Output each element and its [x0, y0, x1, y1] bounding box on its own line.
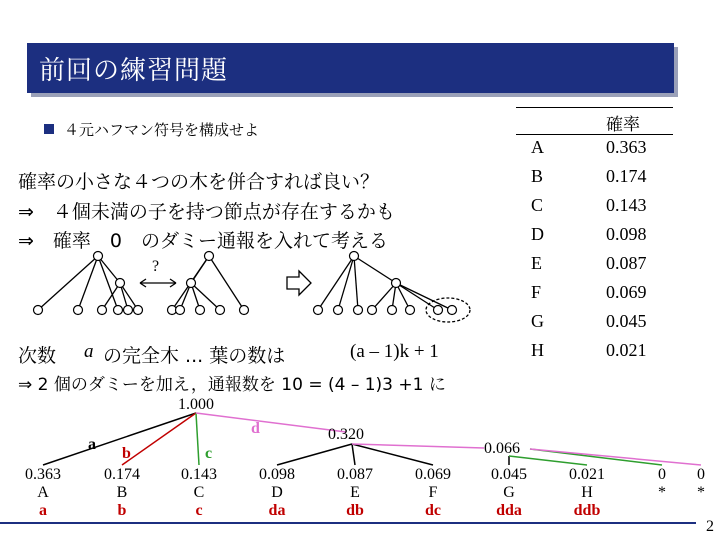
complete-tree-a: a: [84, 341, 94, 362]
leaf-symbol: A: [37, 484, 49, 501]
mini-tree-node: [216, 306, 225, 315]
page-number: 2: [706, 518, 714, 535]
edge-label-b: b: [122, 445, 131, 462]
mini-tree-node: [392, 279, 401, 288]
mini-tree-node: [187, 279, 196, 288]
mini-tree-edge: [98, 256, 120, 283]
leaf-probability: 0.363: [25, 466, 61, 483]
table-probability: 0.087: [606, 253, 647, 273]
leaf-symbol: C: [193, 484, 205, 501]
table-probability: 0.098: [606, 224, 647, 244]
slide-title: 前回の練習問題: [39, 56, 229, 86]
complete-tree-formula: (a – 1)k + 1: [350, 341, 439, 362]
leaf-probability: 0.143: [181, 466, 217, 483]
edge-n2-b: [509, 456, 587, 465]
mini-tree-edge: [318, 256, 354, 310]
leaf-probability: 0.021: [569, 466, 605, 483]
leaf-symbol: *: [658, 484, 666, 501]
edge-label-d: d: [251, 420, 260, 437]
table-symbol: H: [531, 340, 544, 360]
edge-n2-d: [530, 449, 701, 465]
leaf-code: ddb: [573, 502, 601, 519]
table-symbol: D: [531, 224, 544, 244]
mini-tree-edge: [78, 256, 98, 310]
edge-n1: [277, 444, 352, 465]
bullet-text: ４元ハフマン符号を構成せよ: [64, 121, 260, 139]
mini-tree-node: [350, 252, 359, 261]
leaf-code: a: [39, 502, 47, 519]
mini-tree-node: [114, 306, 123, 315]
mini-tree-edge: [209, 256, 244, 310]
table-symbol: C: [531, 195, 544, 215]
mini-tree-edge: [396, 283, 452, 310]
table-symbol: A: [531, 137, 544, 157]
leaf-symbol: B: [116, 484, 128, 501]
mini-tree-node: [205, 252, 214, 261]
mini-tree-node: [116, 279, 125, 288]
leaf-symbol: H: [581, 484, 593, 501]
leaf-probability: 0: [658, 466, 666, 483]
mini-tree-edge: [354, 256, 396, 283]
mini-tree-edge: [338, 256, 354, 310]
mini-tree-node: [406, 306, 415, 315]
table-symbol: F: [531, 282, 542, 302]
text-line-2: ⇒ ４個未満の子を持つ節点が存在するかも: [18, 201, 395, 223]
mini-tree-node: [368, 306, 377, 315]
mini-tree-edge: [354, 256, 358, 310]
table-symbol: B: [531, 166, 544, 186]
leaf-code: db: [346, 502, 364, 519]
footer-line: [0, 522, 696, 524]
complete-tree-mid: の完全木 ... 葉の数は: [103, 345, 286, 367]
table-probability: 0.363: [606, 137, 647, 157]
mini-tree-node: [334, 306, 343, 315]
leaf-probability: 0.045: [491, 466, 527, 483]
leaf-probability: 0: [697, 466, 705, 483]
leaf-symbol: *: [697, 484, 705, 501]
complete-tree-pre: 次数: [18, 345, 57, 367]
edge-label-a: a: [88, 436, 96, 453]
node-prob-2: 0.066: [484, 440, 520, 457]
leaf-symbol: G: [503, 484, 515, 501]
leaf-code: c: [195, 502, 203, 519]
table-probability: 0.069: [606, 282, 647, 302]
table-probability: 0.045: [606, 311, 647, 331]
mini-tree-node: [134, 306, 143, 315]
mini-tree-node: [388, 306, 397, 315]
edge-c: [196, 413, 199, 465]
edge-n1: [352, 444, 355, 465]
edge-d: [196, 413, 346, 432]
mini-tree-node: [314, 306, 323, 315]
mini-tree-node: [176, 306, 185, 315]
mini-tree-node: [434, 306, 443, 315]
leaf-code: dc: [425, 502, 441, 519]
right-arrow-icon: [287, 271, 311, 295]
leaf-code: da: [268, 502, 286, 519]
double-arrow-icon: [140, 279, 176, 287]
mini-tree-node: [74, 306, 83, 315]
mini-tree-node: [34, 306, 43, 315]
mini-tree-node: [354, 306, 363, 315]
text-line-3: ⇒ 確率 0 のダミー通報を入れて考える: [18, 230, 389, 252]
mini-tree-node: [196, 306, 205, 315]
leaf-probability: 0.069: [415, 466, 451, 483]
mini-tree-node: [124, 306, 133, 315]
question-mark: ?: [152, 258, 160, 275]
leaf-symbol: E: [350, 484, 360, 501]
mini-tree-node: [448, 306, 457, 315]
mini-tree-node: [94, 252, 103, 261]
leaf-probability: 0.098: [259, 466, 295, 483]
table-header: 確率: [606, 115, 640, 135]
edge-n1: [352, 444, 433, 465]
leaf-probability: 0.174: [104, 466, 140, 483]
leaf-code: b: [117, 502, 127, 519]
table-symbol: G: [531, 311, 544, 331]
root-prob: 1.000: [178, 396, 214, 413]
leaf-symbol: F: [428, 484, 438, 501]
edge-a: [43, 413, 196, 465]
mini-tree-node: [240, 306, 249, 315]
edge-b: [122, 413, 196, 465]
text-line-1: 確率の小さな４つの木を併合すれば良い？: [18, 171, 380, 193]
leaf-code: dda: [496, 502, 522, 519]
mini-tree-edge: [38, 256, 98, 310]
leaf-probability: 0.087: [337, 466, 373, 483]
edge-label-c: c: [205, 445, 213, 462]
node-prob-1: 0.320: [328, 426, 364, 443]
table-probability: 0.021: [606, 340, 647, 360]
table-probability: 0.143: [606, 195, 647, 215]
dummy-line: ⇒ 2 個のダミーを加え，通報数を 10 = (4 – 1)3 +1 に: [18, 375, 446, 395]
leaf-symbol: D: [271, 484, 283, 501]
edge-n1-d: [352, 444, 484, 448]
table-symbol: E: [531, 253, 542, 273]
mini-tree-node: [98, 306, 107, 315]
table-probability: 0.174: [606, 166, 647, 186]
